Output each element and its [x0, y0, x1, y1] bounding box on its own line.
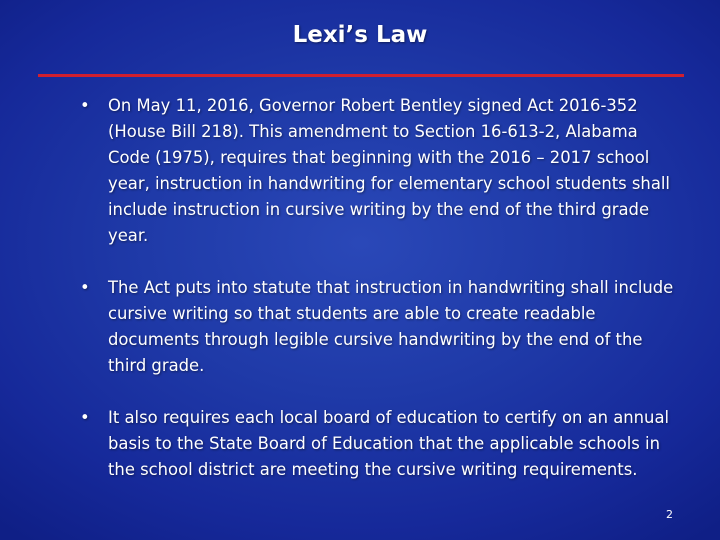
title-divider [38, 74, 684, 77]
bullet-text: It also requires each local board of education to certify on an annual basis to the State Board of Education that the applicable schools in the school district are meeting the cursive writing requirements. [108, 408, 670, 479]
bullet-icon: • [80, 96, 90, 115]
bullet-item [80, 93, 680, 249]
bullet-item [80, 275, 680, 379]
bullet-text: The Act puts into statute that instruction in handwriting shall include cursive writing so that students are able to create readable documents through legible cursive handwriting by the end of the third grade. [108, 278, 674, 375]
bullet-icon: • [80, 408, 90, 427]
bullet-item [80, 405, 680, 483]
bullet-text: On May 11, 2016, Governor Robert Bentley signed Act 2016-352 (House Bill 218). This amendment to Section 16-613-2, Alabama Code (1975), requires that beginning with the 2016 – 2017 school year, instruction in handwriting for elementary school students shall include instruction in cursive writing by the end of the third grade year. [108, 96, 670, 245]
bullet-list [80, 93, 680, 483]
page-number: 2 [666, 508, 673, 521]
slide-title: Lexi’s Law [292, 22, 428, 48]
bullet-icon: • [80, 278, 90, 297]
